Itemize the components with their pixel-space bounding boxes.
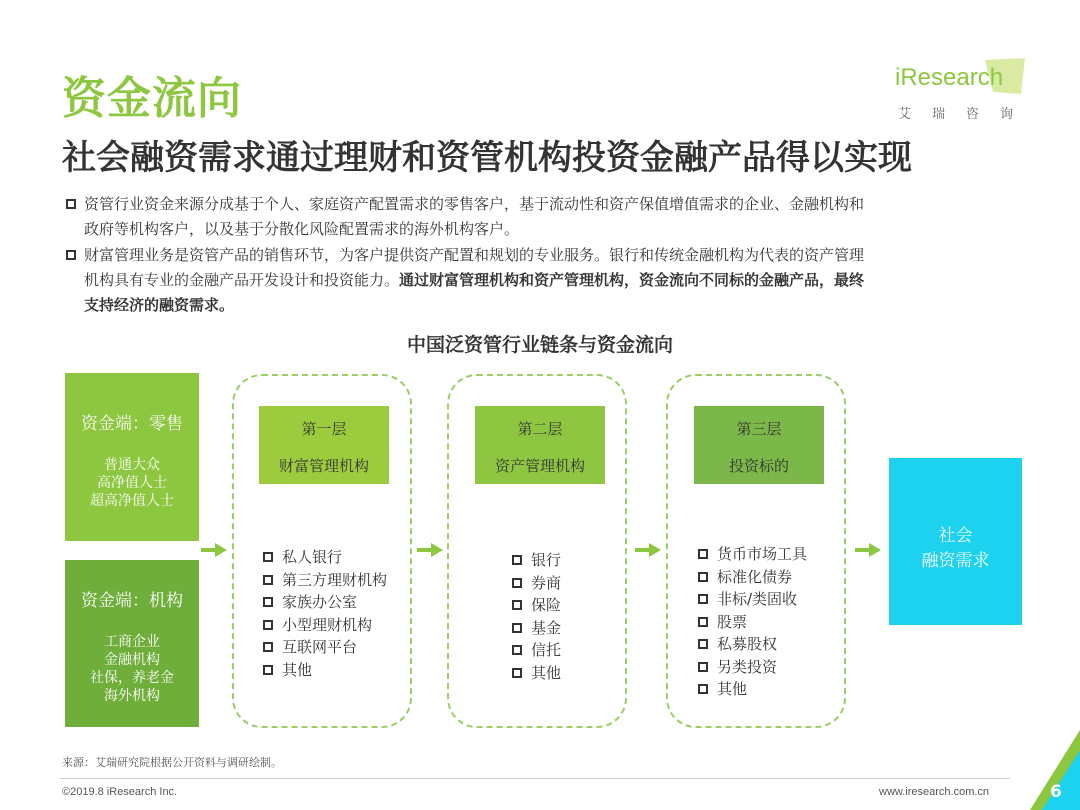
list-item-label: 保险 (531, 596, 562, 614)
checkbox-square-icon (512, 555, 522, 565)
list-item-label: 标准化债券 (717, 567, 793, 586)
list-item-label: 小型理财机构 (282, 615, 373, 634)
layer-2-header (475, 406, 605, 484)
checkbox-square-icon (263, 642, 273, 652)
list-item (512, 549, 561, 572)
list-item (263, 569, 387, 592)
list-item (263, 659, 387, 682)
bullet-1-line2: 政府等机构客户，以及基于分散化风险配置需求的海外机构客户。 (84, 220, 520, 238)
layer-2-name: 资产管理机构 (494, 457, 585, 475)
list-item-label: 其他 (531, 663, 562, 682)
bullet-2-line3: 支持经济的融资需求。 (84, 296, 235, 314)
checkbox-square-icon (512, 578, 522, 588)
source-item: 工商企业 (104, 634, 160, 650)
list-item-label: 其他 (717, 680, 748, 698)
source-institution-head: 资金端：机构 (81, 591, 183, 611)
checkbox-square-icon (698, 549, 708, 559)
page-number: 6 (1050, 782, 1062, 802)
layer-1-name: 财富管理机构 (278, 457, 369, 475)
checkbox-square-icon (263, 665, 273, 675)
list-item-label: 货币市场工具 (717, 545, 808, 563)
list-item-label: 银行 (531, 551, 562, 569)
checkbox-square-icon (698, 684, 708, 694)
source-retail-box (65, 373, 199, 541)
arrow-right-icon (415, 541, 445, 559)
source-institution-items (65, 633, 199, 705)
checkbox-square-icon (263, 620, 273, 630)
list-item-label: 其他 (282, 660, 313, 679)
layer-3-level: 第三层 (736, 420, 782, 438)
list-item (512, 639, 561, 662)
layer-3-header (694, 406, 824, 484)
checkbox-square-icon (263, 575, 273, 585)
source-item: 超高净值人士 (90, 493, 174, 509)
checkbox-square-icon (698, 594, 708, 604)
logo-text: iResearch (895, 64, 1004, 91)
source-item: 海外机构 (104, 688, 160, 704)
bullet-1-line1: 资管行业资金来源分成基于个人、家庭资产配置需求的零售客户，基于流动性和资产保值增值需求的企业、金融机构和 (84, 195, 865, 213)
source-item: 高净值人士 (97, 475, 167, 491)
list-item (263, 591, 387, 614)
source-item: 金融机构 (104, 652, 160, 668)
logo-subtext: 艾瑞咨询 (898, 107, 1035, 122)
checkbox-square-icon (263, 597, 273, 607)
layer-2-level: 第二层 (517, 420, 563, 438)
footer-source: 来源：艾瑞研究院根据公开资料与调研绘制。 (62, 756, 282, 769)
list-item-label: 互联网平台 (282, 638, 358, 656)
checkbox-square-icon (512, 600, 522, 610)
bullet-2-line2 (84, 268, 864, 293)
bullet-2-line2-normal: 机构具有专业的金融产品开发设计和投资能力。 (84, 271, 400, 289)
list-item (698, 566, 807, 589)
source-institution-box (65, 560, 199, 727)
layer-1-list (263, 546, 387, 681)
list-item-label: 家族办公室 (282, 593, 358, 611)
list-item-label: 非标/类固收 (717, 590, 798, 608)
bullet-2 (64, 243, 1029, 318)
list-item (698, 611, 807, 634)
list-item (512, 572, 561, 595)
list-item-label: 股票 (717, 612, 748, 631)
source-item: 普通大众 (104, 457, 160, 473)
list-item-label: 信托 (531, 641, 562, 659)
bullet-square-icon (66, 250, 76, 260)
footer-url: www.iresearch.com.cn (879, 786, 990, 798)
list-item-label: 另类投资 (717, 657, 778, 676)
checkbox-square-icon (698, 639, 708, 649)
target-line1: 社会 (938, 526, 973, 546)
target-financing-box (889, 458, 1022, 625)
source-retail-head: 资金端：零售 (81, 414, 183, 434)
list-item (698, 633, 807, 656)
list-item-label: 券商 (531, 573, 562, 592)
arrow-right-icon (199, 541, 229, 559)
list-item (263, 636, 387, 659)
list-item-label: 私人银行 (282, 548, 343, 566)
source-item: 社保，养老金 (90, 670, 174, 686)
checkbox-square-icon (263, 552, 273, 562)
list-item-label: 基金 (531, 618, 562, 637)
layer-1-header (259, 406, 389, 484)
footer-divider (60, 778, 1010, 779)
target-line2: 融资需求 (921, 551, 990, 571)
list-item (512, 594, 561, 617)
bullet-square-icon (66, 199, 76, 209)
footer-copyright: ©2019.8 iResearch Inc. (62, 786, 178, 798)
source-retail-items (65, 456, 199, 510)
list-item-label: 第三方理财机构 (282, 570, 388, 589)
bullet-1 (64, 192, 1029, 242)
list-item (263, 614, 387, 637)
list-item (698, 678, 807, 701)
layer-1-level: 第一层 (301, 420, 347, 438)
list-item (698, 543, 807, 566)
checkbox-square-icon (512, 668, 522, 678)
layer-3-name: 投资标的 (728, 457, 789, 475)
checkbox-square-icon (512, 623, 522, 633)
diagram-title: 中国泛资管行业链条与资金流向 (406, 334, 673, 356)
arrow-right-icon (853, 541, 883, 559)
layer-3-list (698, 543, 807, 701)
layer-2-list (512, 549, 561, 684)
page-title: 资金流向 (62, 73, 242, 124)
list-item (698, 656, 807, 679)
checkbox-square-icon (512, 645, 522, 655)
list-item (263, 546, 387, 569)
checkbox-square-icon (698, 617, 708, 627)
checkbox-square-icon (698, 572, 708, 582)
list-item-label: 私募股权 (717, 635, 778, 653)
page-subtitle: 社会融资需求通过理财和资管机构投资金融产品得以实现 (62, 138, 912, 178)
bullet-2-line2-bold: 通过财富管理机构和资产管理机构，资金流向不同标的金融产品，最终 (399, 271, 865, 289)
arrow-right-icon (633, 541, 663, 559)
checkbox-square-icon (698, 662, 708, 672)
list-item (512, 617, 561, 640)
bullet-2-line1: 财富管理业务是资管产品的销售环节，为客户提供资产配置和规划的专业服务。银行和传统金融机构为代表的资产管理 (84, 246, 865, 264)
list-item (698, 588, 807, 611)
list-item (512, 662, 561, 685)
